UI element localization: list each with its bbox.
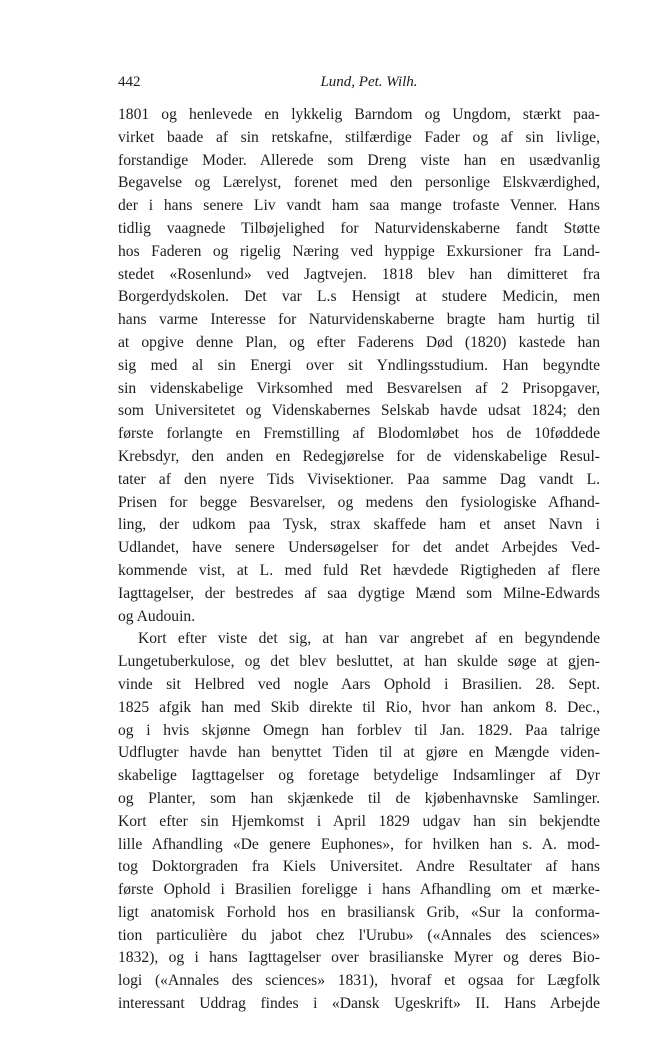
text-line: Iagttagelser, der bestredes af saa dygtige Mænd som Milne-Edwards [118, 584, 600, 602]
text-line: logi («Annales des sciences» 1831), hvoraf et ogsaa for Lægfolk [118, 972, 600, 990]
text-line: og i hvis skjønne Omegn han forblev til Jan. 1829. Paa talrige [118, 721, 600, 739]
text-line: lille Afhandling «De genere Euphones», for hvilken han s. A. mod- [118, 835, 600, 853]
body-text [118, 104, 600, 1016]
text-line: 1832), og i hans Iagttagelser over brasilianske Myrer og deres Bio- [118, 949, 600, 967]
text-line: første forlangte en Fremstilling af Blodomløbet hos de 10føddede [118, 425, 600, 443]
text-line: interessant Uddrag findes i «Dansk Ugeskrift» II. Hans Arbejde [118, 995, 600, 1013]
text-line: at opgive denne Plan, og efter Faderens Død (1820) kastede han [118, 333, 600, 351]
text-line: kommende vist, at L. med fuld Ret hævdede Rigtigheden af flere [118, 561, 600, 579]
text-line: ligt anatomisk Forhold hos en brasiliansk Grib, «Sur la conforma- [118, 903, 600, 921]
text-line: og Planter, som han skjænkede til de kjøbenhavnske Samlinger. [118, 789, 600, 807]
text-line: tog Doktorgraden fra Kiels Universitet. Andre Resultater af hans [118, 858, 600, 876]
text-line: hos Faderen og rigelig Næring ved hyppige Exkursioner fra Land- [118, 242, 600, 260]
text-line: Prisen for begge Besvarelser, og medens den fysiologiske Afhand- [118, 493, 600, 511]
text-line: sig med al sin Energi over sit Yndlingsstudium. Han begyndte [118, 356, 600, 374]
page-header [118, 74, 600, 98]
text-line: Krebsdyr, den anden en Redegjørelse for de videnskabelige Resul- [118, 447, 600, 465]
text-line: Udflugter havde han benyttet Tiden til at gjøre en Mængde viden- [118, 744, 600, 762]
text-line: Kort efter sin Hjemkomst i April 1829 udgav han sin bekjendte [118, 812, 600, 830]
text-line: Lungetuberkulose, og det blev besluttet, at han skulde søge at gjen- [118, 653, 600, 671]
text-line: vinde sit Helbred ved nogle Aars Ophold i Brasilien. 28. Sept. [118, 675, 600, 693]
page-number: 442 [118, 74, 141, 90]
text-line: stedet «Rosenlund» ved Jagtvejen. 1818 blev han dimitteret fra [118, 265, 600, 283]
running-head: Lund, Pet. Wilh. [320, 74, 418, 90]
text-line: 1801 og henlevede en lykkelig Barndom og Ungdom, stærkt paa- [118, 106, 600, 123]
text-line: tater af den nyere Tids Vivisektioner. Paa samme Dag vandt L. [118, 470, 600, 488]
text-line: virket baade af sin retskafne, stilfærdige Fader og af sin livlige, [118, 128, 600, 146]
text-line: ling, der udkom paa Tysk, strax skaffede ham et anset Navn i [118, 516, 600, 534]
text-line: skabelige Iagttagelser og foretage betydelige Indsamlinger af Dyr [118, 767, 600, 785]
text-line: Begavelse og Lærelyst, forenet med den personlige Elskværdighed, [118, 174, 600, 192]
text-line: første Ophold i Brasilien foreligge i hans Afhandling om et mærke- [118, 881, 600, 899]
paragraph-start-line: Kort efter viste det sig, at han var angrebet af en begyndende [138, 630, 600, 648]
text-line: sin videnskabelige Virksomhed med Besvarelsen af 2 Prisopgaver, [118, 379, 600, 397]
text-line: forstandige Moder. Allerede som Dreng viste han en usædvanlig [118, 151, 600, 169]
text-line: 1825 afgik han med Skib direkte til Rio, hvor han ankom 8. Dec., [118, 698, 600, 716]
text-line: tion particulière du jabot chez l'Urubu» («Annales des sciences» [118, 926, 600, 944]
text-line: Udlandet, have senere Undersøgelser for det andet Arbejdes Ved- [118, 539, 600, 557]
paragraph-end-line: og Audouin. [118, 607, 196, 625]
text-line: Borgerdydskolen. Det var L.s Hensigt at studere Medicin, men [118, 288, 600, 306]
text-line: hans varme Interesse for Naturvidenskaberne bragte ham hurtig til [118, 311, 600, 329]
text-line: tidlig vaagnede Tilbøjelighed for Naturvidenskaberne fandt Støtte [118, 219, 600, 237]
text-line: som Universitetet og Videnskabernes Selskab havde udsat 1824; den [118, 402, 600, 420]
text-line: der i hans senere Liv vandt ham saa mange trofaste Venner. Hans [118, 197, 600, 215]
